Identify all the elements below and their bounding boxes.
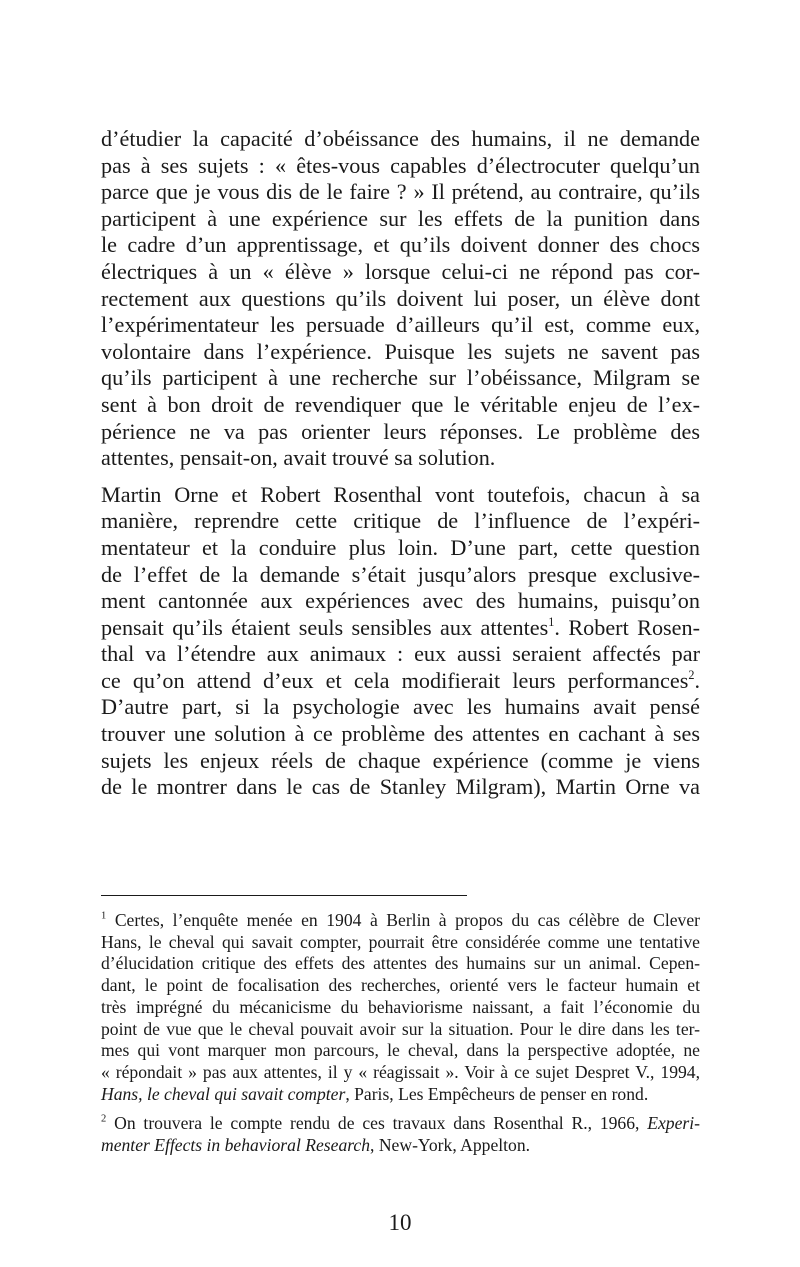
footnote-ref-2[interactable]: 2 (688, 667, 695, 682)
text-line: sent à bon droit de revendiquer que le véritable enjeu de l’ex- (101, 391, 700, 417)
text-line: de le montrer dans le cas de Stanley Milgram), Martin Orne va (101, 774, 700, 800)
text-segment: On trouvera le compte rendu de ces travaux dans Rosenthal R., 1966, (114, 1113, 648, 1134)
text-line: D’autre part, si la psychologie avec les humains avait pensé (101, 694, 700, 720)
text-line: qu’ils participent à une recherche sur l’obéissance, Milgram se (101, 365, 700, 391)
footnote-number: 2 (101, 1113, 107, 1125)
text-line: pas à ses sujets : « êtes-vous capables d’électrocuter quelqu’un (101, 152, 700, 178)
text-line: d’étudier la capacité d’obéissance des humains, il ne demande (101, 126, 700, 151)
text-segment: , New-York, Appelton. (370, 1135, 531, 1156)
text-line: trouver une solution à ce problème des attentes en cachant à ses (101, 721, 700, 747)
text-line: manière, reprendre cette critique de l’influence de l’expéri- (101, 508, 700, 534)
text-line: d’élucidation critique des effets des attentes des humains sur un animal. Cepen- (101, 953, 700, 974)
paragraph-2 (101, 482, 700, 801)
text-line (101, 1084, 700, 1106)
text-line (101, 910, 700, 932)
footnote-separator (101, 895, 467, 896)
text-line: Hans, le cheval qui savait compter, pourrait être considérée comme une tentative (101, 931, 700, 952)
footnote-1 (101, 910, 700, 1105)
book-title: menter Effects in behavioral Research (101, 1135, 371, 1156)
main-text (101, 126, 700, 801)
text-line: mentateur et la conduire plus loin. D’une part, cette question (101, 534, 700, 560)
text-line: Martin Orne et Robert Rosenthal vont toutefois, chacun à sa (101, 481, 700, 507)
text-segment: ce qu’on attend d’eux et cela modifierait leurs performances (101, 667, 689, 693)
text-line: de l’effet de la demande s’était jusqu’alors presque exclusive- (101, 561, 700, 587)
text-segment: pensait qu’ils étaient seuls sensibles aux attentes (101, 614, 549, 640)
text-line (101, 1113, 700, 1135)
text-line: l’expérimentateur les persuade d’ailleurs qu’il est, comme eux, (101, 312, 700, 338)
footnote-2 (101, 1113, 700, 1156)
text-segment: Certes, l’enquête menée en 1904 à Berlin à propos du cas célèbre de Clever (114, 910, 700, 930)
book-title: Hans, le cheval qui savait compter (101, 1083, 346, 1104)
text-line: « répondait » pas aux attentes, il y « réagissait ». Voir à ce sujet Despret V., 1994, (101, 1061, 700, 1082)
text-line: point de vue que le cheval pouvait avoir sur la situation. Pour le dire dans les ter- (101, 1018, 700, 1039)
text-line: périence ne va pas orienter leurs réponses. Le problème des (101, 418, 700, 444)
page-number: 10 (388, 1210, 412, 1235)
text-line (101, 615, 700, 642)
text-line: attentes, pensait-on, avait trouvé sa solution. (101, 445, 496, 471)
text-line: électriques à un « élève » lorsque celui-ci ne répond pas cor- (101, 258, 700, 284)
footnote-ref-1[interactable]: 1 (548, 614, 555, 629)
text-line: le cadre d’un apprentissage, et qu’ils doivent donner des chocs (101, 232, 700, 258)
text-line: dant, le point de focalisation des recherches, orienté vers le facteur humain et (101, 975, 700, 996)
text-segment: . Robert Rosen- (554, 614, 701, 640)
paragraph-1 (101, 126, 700, 472)
text-line: volontaire dans l’expérience. Puisque les sujets ne savent pas (101, 338, 700, 364)
text-segment: , Paris, Les Empêcheurs de penser en rond. (345, 1083, 649, 1104)
text-line (101, 668, 700, 695)
text-line: sujets les enjeux réels de chaque expérience (comme je viens (101, 747, 700, 773)
text-line (101, 1135, 700, 1157)
text-line: très imprégné du mécanicisme du behaviorisme naissant, a fait l’économie du (101, 996, 700, 1017)
text-line: ment cantonnée aux expériences avec des humains, puisqu’on (101, 588, 700, 614)
footnote-number: 1 (101, 910, 107, 922)
text-line: rectement aux questions qu’ils doivent lui poser, un élève dont (101, 285, 700, 311)
book-title: Experi- (647, 1113, 700, 1134)
text-line: parce que je vous dis de le faire ? » Il prétend, au contraire, qu’ils (101, 179, 700, 205)
text-line: participent à une expérience sur les effets de la punition dans (101, 205, 700, 231)
footnotes (101, 910, 700, 1157)
text-segment: . (694, 667, 700, 693)
text-line: mes qui vont marquer mon parcours, le cheval, dans la perspective adoptée, ne (101, 1040, 700, 1061)
text-line: thal va l’étendre aux animaux : eux aussi seraient affectés par (101, 641, 700, 667)
